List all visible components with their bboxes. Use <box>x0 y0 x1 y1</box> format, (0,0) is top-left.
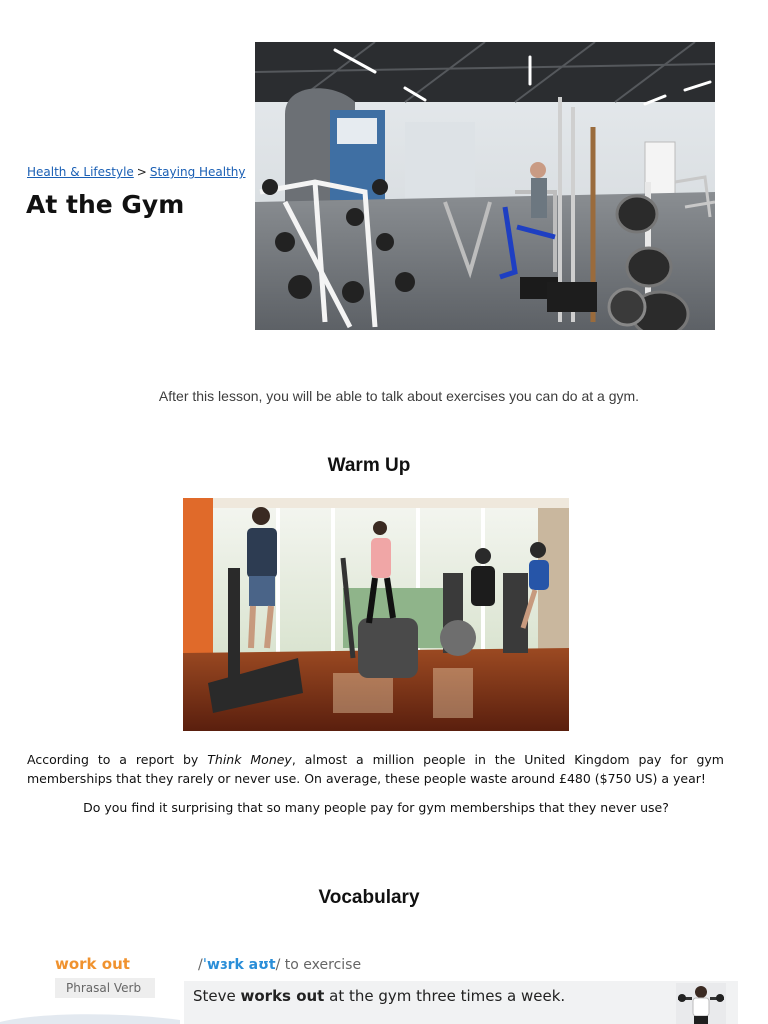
breadcrumb-link-staying-healthy[interactable]: Staying Healthy <box>149 165 246 179</box>
lesson-objective: After this lesson, you will be able to talk about exercises you can do at a gym. <box>158 388 640 404</box>
ipa-pronunciation: ˈwɜrk aʊt <box>202 957 276 973</box>
vocab-definition: /ˈwɜrk aʊt/ to exercise <box>198 957 362 973</box>
decorative-swoosh <box>0 1012 180 1024</box>
definition-text: to exercise <box>284 957 362 973</box>
warm-up-heading: Warm Up <box>327 455 411 476</box>
warm-up-paragraph <box>27 750 724 788</box>
paragraph-text-before: According to a report by <box>27 752 208 767</box>
source-name: Think Money <box>207 752 292 767</box>
breadcrumb-separator: > <box>136 165 147 179</box>
vocab-term: work out <box>55 955 130 973</box>
warm-up-image <box>183 498 569 731</box>
vocabulary-heading: Vocabulary <box>318 887 420 908</box>
example-text-before: Steve <box>193 987 241 1005</box>
example-sentence <box>193 987 565 1005</box>
example-highlight: works out <box>240 987 325 1005</box>
part-of-speech-badge: Phrasal Verb <box>55 978 155 998</box>
breadcrumb <box>27 165 246 179</box>
example-text-after: at the gym three times a week. <box>324 987 566 1005</box>
example-thumbnail-image <box>676 983 726 1024</box>
breadcrumb-link-health-lifestyle[interactable]: Health & Lifestyle <box>27 165 134 179</box>
discussion-question: Do you find it surprising that so many people pay for gym memberships that they never use? <box>83 800 669 815</box>
paragraph-text-after: , almost a million people in the United Kingdom pay for gym memberships that they rarely or never use. On average, these people waste around £480 ($750 US) a year! <box>27 752 724 786</box>
example-sentence-box <box>184 981 738 1024</box>
hero-gym-image <box>255 42 715 330</box>
page-title: At the Gym <box>26 190 185 219</box>
